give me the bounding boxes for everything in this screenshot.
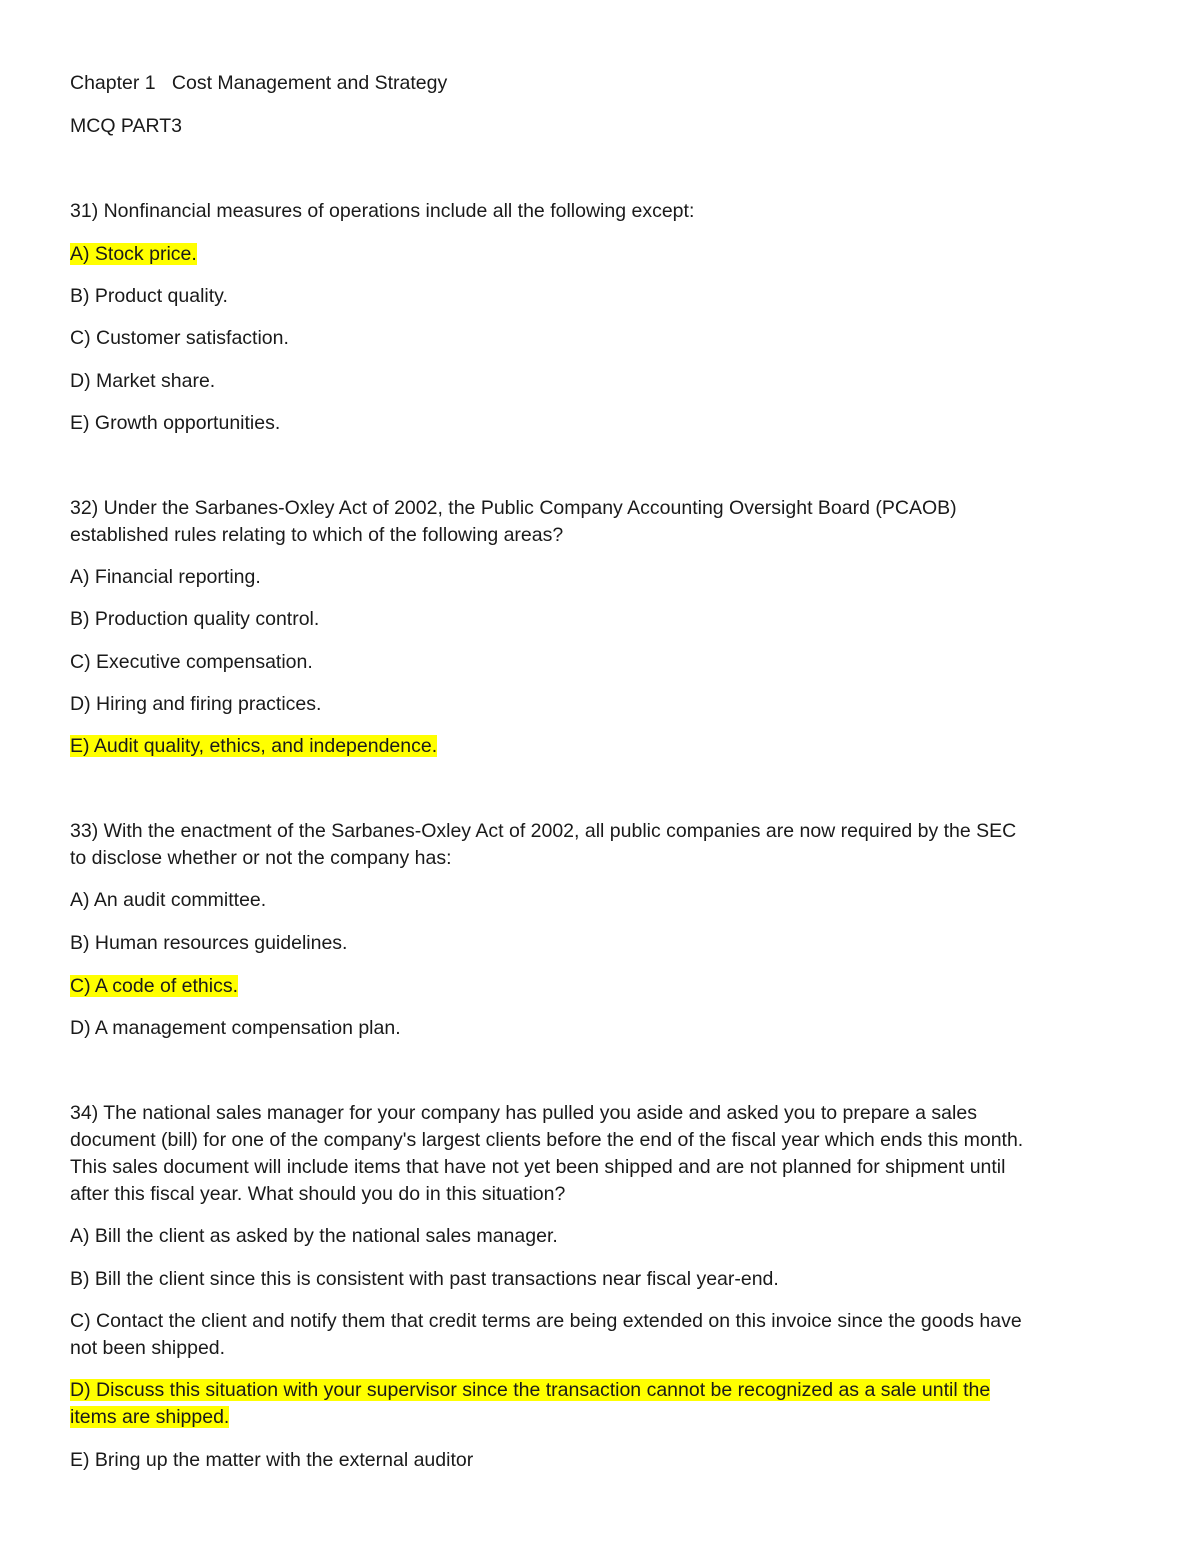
q31-option-e: E) Growth opportunities. bbox=[70, 412, 281, 434]
q34-option-c-line-1: C) Contact the client and notify them that credit terms are being extended on this invoice since the goods have bbox=[70, 1310, 1022, 1332]
question-34-line-2: document (bill) for one of the company's largest clients before the end of the fiscal year which ends this month. bbox=[70, 1129, 1024, 1151]
question-34-line-1: 34) The national sales manager for your company has pulled you aside and asked you to prepare a sales bbox=[70, 1102, 977, 1124]
q34-option-b: B) Bill the client since this is consistent with past transactions near fiscal year-end. bbox=[70, 1268, 779, 1290]
part-title: MCQ PART3 bbox=[70, 115, 182, 137]
answer-highlight: C) A code of ethics. bbox=[70, 975, 239, 997]
q32-option-a: A) Financial reporting. bbox=[70, 566, 261, 588]
answer-highlight: A) Stock price. bbox=[70, 243, 197, 265]
q31-option-d: D) Market share. bbox=[70, 370, 216, 392]
chapter-title: Chapter 1 Cost Management and Strategy bbox=[70, 72, 448, 94]
answer-highlight: items are shipped. bbox=[70, 1406, 230, 1428]
q34-option-e: E) Bring up the matter with the external auditor bbox=[70, 1449, 474, 1471]
q32-option-d: D) Hiring and firing practices. bbox=[70, 693, 322, 715]
question-31: 31) Nonfinancial measures of operations include all the following except: bbox=[70, 200, 695, 222]
answer-highlight: E) Audit quality, ethics, and independence. bbox=[70, 735, 438, 757]
q33-option-b: B) Human resources guidelines. bbox=[70, 932, 348, 954]
q34-option-c-line-2: not been shipped. bbox=[70, 1337, 226, 1359]
q32-option-b: B) Production quality control. bbox=[70, 608, 320, 630]
q33-option-a: A) An audit committee. bbox=[70, 889, 267, 911]
q32-option-c: C) Executive compensation. bbox=[70, 651, 313, 673]
q31-option-b: B) Product quality. bbox=[70, 285, 228, 307]
question-34-line-3: This sales document will include items that have not yet been shipped and are not planned for shipment until bbox=[70, 1156, 1006, 1178]
q32-option-e bbox=[70, 733, 437, 760]
q31-option-c: C) Customer satisfaction. bbox=[70, 327, 289, 349]
q33-option-c bbox=[70, 973, 238, 1000]
question-32-line-2: established rules relating to which of the following areas? bbox=[70, 524, 564, 546]
question-33-line-1: 33) With the enactment of the Sarbanes-Oxley Act of 2002, all public companies are now required by the SEC bbox=[70, 820, 1017, 842]
q34-option-d-line-2 bbox=[70, 1404, 229, 1431]
q34-option-a: A) Bill the client as asked by the national sales manager. bbox=[70, 1225, 558, 1247]
q33-option-d: D) A management compensation plan. bbox=[70, 1017, 401, 1039]
answer-highlight: D) Discuss this situation with your supervisor since the transaction cannot be recognized as a sale until the bbox=[70, 1379, 991, 1401]
q31-option-a bbox=[70, 241, 197, 268]
question-33-line-2: to disclose whether or not the company has: bbox=[70, 847, 452, 869]
question-32-line-1: 32) Under the Sarbanes-Oxley Act of 2002, the Public Company Accounting Oversight Board (PCAOB) bbox=[70, 497, 957, 519]
question-34-line-4: after this fiscal year. What should you do in this situation? bbox=[70, 1183, 566, 1205]
q34-option-d-line-1 bbox=[70, 1377, 990, 1404]
